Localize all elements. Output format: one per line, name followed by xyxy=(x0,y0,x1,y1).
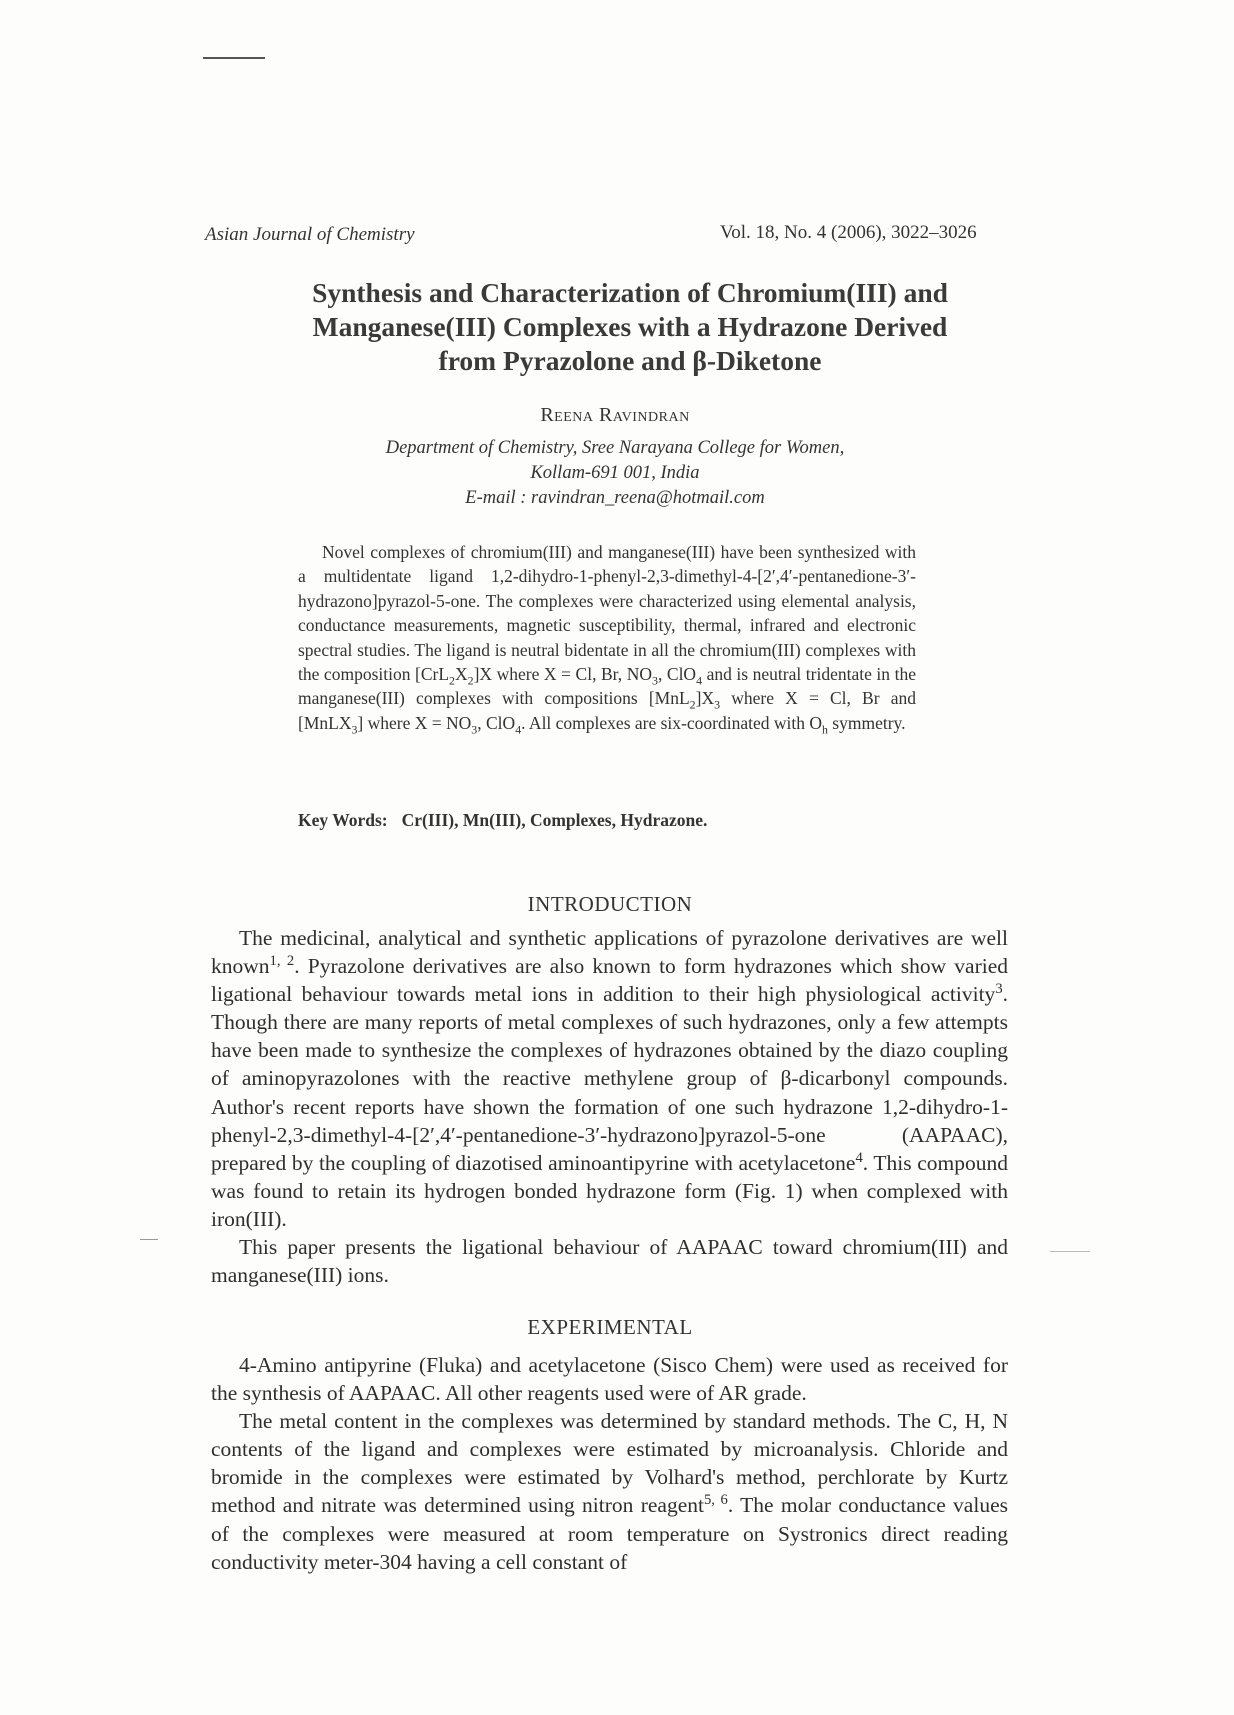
scan-artifact xyxy=(203,57,265,59)
title-line: Manganese(III) Complexes with a Hydrazone Derived xyxy=(312,311,948,342)
keywords-label: Key Words: xyxy=(298,810,388,830)
keywords-text: Cr(III), Mn(III), Complexes, Hydrazone. xyxy=(401,810,708,830)
keywords xyxy=(298,810,938,831)
affiliation-city: Kollam-691 001, India xyxy=(530,463,700,483)
experimental-heading: EXPERIMENTAL xyxy=(527,1315,693,1339)
volume-info: Vol. 18, No. 4 (2006), 3022–3026 xyxy=(720,222,977,243)
introduction-heading: INTRODUCTION xyxy=(527,892,693,916)
exp-paragraph-1: 4-Amino antipyrine (Fluka) and acetylacetone (Sisco Chem) were used as received for the synthesis of AAPAAC. All other reagents used were of AR grade. xyxy=(211,1353,1008,1406)
author-name: Reena Ravindran xyxy=(540,404,690,426)
scan-artifact xyxy=(140,1239,158,1240)
journal-name: Asian Journal of Chemistry xyxy=(205,224,415,245)
abstract: Novel complexes of chromium(III) and manganese(III) have been synthesized with a multidentate ligand 1,2-dihydro-1-phenyl-2,3-dimethyl-4-[2′,4′-pentanedione-3′-hydrazono]pyrazol-5-one. The complexes were characterized using elemental analysis, conductance measurements, magnetic susceptibility, thermal, infrared and electronic spectral studies. The ligand is neutral bidentate in all the chromium(III) complexes with the composition $[CrL_2X_2]X$ where X = Cl, Br, $NO_3$, ClO$_4$ and is neutral tridentate in the manganese(III) complexes with compositions $[MnL_2]X_3$ where X = Cl, Br and [MnLX$_3$] where $X = NO_3$, ClO$_4$. All complexes are six-coordinated with $O_h$ symmetry. xyxy=(298,542,916,737)
paper-title xyxy=(190,276,1070,378)
experimental-body xyxy=(211,1351,1008,1576)
affiliation xyxy=(190,436,1040,511)
title-line: Synthesis and Characterization of Chromium(III) and xyxy=(312,277,948,308)
exp-paragraph-2: The metal content in the complexes was determined by standard methods. The C, H, N contents of the ligand and complexes were estimated by microanalysis. Chloride and bromide in the complexes were estimated by Volhard's method, perchlorate by Kurtz method and nitrate was determined using nitron reagent$^{5, 6}$. The molar conductance values of the complexes were measured at room temperature on Systronics direct reading conductivity meter-304 having a cell constant of xyxy=(211,1409,1008,1574)
intro-paragraph-1: The medicinal, analytical and synthetic applications of pyrazolone derivatives are well known$^{1, 2}$. Pyrazolone derivatives are also known to form hydrazones which show varied ligational behaviour towards metal ions in addition to their high physiological activity$^3$. Though there are many reports of metal complexes of such hydrazones, only a few attempts have been made to synthesize the complexes of hydrazones obtained by the diazo coupling of aminopyrazolones with the reactive methylene group of β-dicarbonyl compounds. Author's recent reports have shown the formation of one such hydrazone 1,2-dihydro-1-phenyl-2,3-dimethyl-4-[2′,4′-pentanedione-3′-hydrazono]pyrazol-5-one (AAPAAC), prepared by the coupling of diazotised aminoantipyrine with acetylacetone$^4$. This compound was found to retain its hydrogen bonded hydrazone form (Fig. 1) when complexed with iron(III). xyxy=(211,926,1008,1231)
scan-artifact xyxy=(1050,1251,1090,1252)
affiliation-dept: Department of Chemistry, Sree Narayana College for Women, xyxy=(385,438,845,458)
affiliation-email: E-mail : ravindran_reena@hotmail.com xyxy=(465,488,765,508)
title-line: from Pyrazolone and β-Diketone xyxy=(438,345,822,376)
introduction-body xyxy=(211,924,1008,1289)
intro-paragraph-2: This paper presents the ligational behaviour of AAPAAC toward chromium(III) and manganese(III) ions. xyxy=(211,1235,1008,1288)
